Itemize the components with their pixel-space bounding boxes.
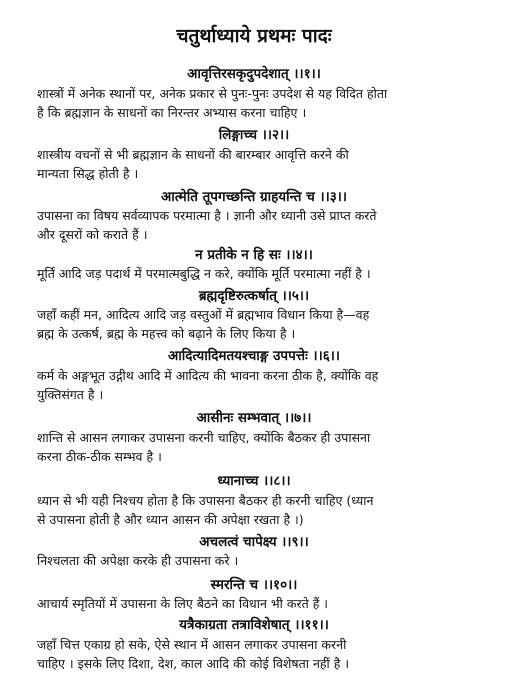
commentary-5 <box>37 305 477 343</box>
commentary-11 <box>37 635 477 673</box>
sutra-heading-8: ध्यानाच्च ।।८।। <box>217 473 291 489</box>
sutra-heading-2: लिङ्गाच्च ।।२।। <box>218 127 290 143</box>
commentary-line: शास्त्रों में अनेक स्थानों पर, अनेक प्रकार से पुनः-पुनः उपदेश से यह विदित होता <box>37 86 388 101</box>
commentary-line: युक्तिसंगत है । <box>37 387 104 402</box>
commentary-line: शास्त्रीय वचनों से भी ब्रह्मज्ञान के साधनों की बारम्बार आवृत्ति करने की <box>37 147 349 162</box>
commentary-6 <box>37 366 477 404</box>
sutra-heading-3: आत्मेति तूपगच्छन्ति ग्राहयन्ति च ।।३।। <box>161 189 347 205</box>
sutra-heading-5: ब्रह्मदृष्टिरुत्कर्षात् ।।५।। <box>198 288 310 304</box>
commentary-line: और दूसरों को कराते हैं । <box>37 227 148 242</box>
commentary-1 <box>37 84 477 122</box>
commentary-line: मूर्ति आदि जड़ पदार्थ में परमात्मबुद्धि न करे, क्योंकि मूर्ति परमात्मा नहीं है । <box>37 266 371 281</box>
commentary-line: से उपासना होती है और ध्यान आसन की अपेक्षा रखता है ।) <box>37 512 304 527</box>
commentary-3 <box>37 206 477 244</box>
commentary-line: उपासना का विषय सर्वव्यापक परमात्मा है । ज्ञानी और ध्यानी उसे प्राप्त करते <box>37 208 377 223</box>
commentary-line: जहाँ कहीं मन, आदित्य आदि जड़ वस्तुओं में ब्रह्मभाव विधान किया है—वह <box>37 307 370 322</box>
sutra-heading-1: आवृत्तिरसकृदुपदेशात् ।।१।। <box>187 66 321 82</box>
commentary-line: ध्यान से भी यही निश्चय होता है कि उपासना बैठकर ही करनी चाहिए (ध्यान <box>37 493 374 508</box>
sutra-heading-11: यत्रैकाग्रता तत्राविशेषात् ।।११।। <box>179 617 329 633</box>
commentary-line: आचार्य स्मृतियों में उपासना के लिए बैठने का विधान भी करते हैं । <box>37 596 329 611</box>
sutra-heading-9: अचलत्वं चापेक्ष्य ।।९।। <box>199 534 309 550</box>
sutra-heading-6: आदित्यादिमतयश्चाङ्ग उपपत्तेः ।।६।। <box>168 348 340 364</box>
commentary-line: चाहिए । इसके लिए दिशा, देश, काल आदि की कोई विशेषता नहीं है । <box>37 656 350 671</box>
commentary-line: है कि ब्रह्मज्ञान के साधनों का निरन्तर अभ्यास करना चाहिए । <box>37 105 307 120</box>
commentary-line: मान्यता सिद्ध होती है । <box>37 166 139 181</box>
commentary-4 <box>37 264 477 283</box>
commentary-line: करना ठीक-ठीक सम्भव है । <box>37 449 162 464</box>
commentary-line: कर्म के अङ्गभूत उद्गीथ आदि में आदित्य की भावना करना ठीक है, क्योंकि वह <box>37 368 379 383</box>
sutra-heading-10: स्मरन्ति च ।।१०।। <box>210 577 298 593</box>
commentary-line: जहाँ चित्त एकाग्र हो सके, ऐसे स्थान में आसन लगाकर उपासना करनी <box>37 637 347 652</box>
commentary-line: निश्चलता की अपेक्षा करके ही उपासना करे । <box>37 553 239 568</box>
commentary-10 <box>37 594 477 613</box>
sutra-heading-7: आसीनः सम्भवात् ।।७।। <box>196 410 312 426</box>
commentary-9 <box>37 551 477 570</box>
commentary-line: शान्ति से आसन लगाकर उपासना करनी चाहिए, क्योंकि बैठकर ही उपासना <box>37 430 371 445</box>
commentary-2 <box>37 145 477 183</box>
commentary-7 <box>37 428 477 466</box>
commentary-8 <box>37 491 477 529</box>
commentary-line: ब्रह्म के उत्कर्ष, ब्रह्म के महत्त्व को बढ़ाने के लिए किया है । <box>37 326 296 341</box>
sutra-heading-4: न प्रतीके न हि सः ।।४।। <box>195 247 313 263</box>
chapter-title: चतुर्थाध्याये प्रथमः पादः <box>176 25 332 47</box>
